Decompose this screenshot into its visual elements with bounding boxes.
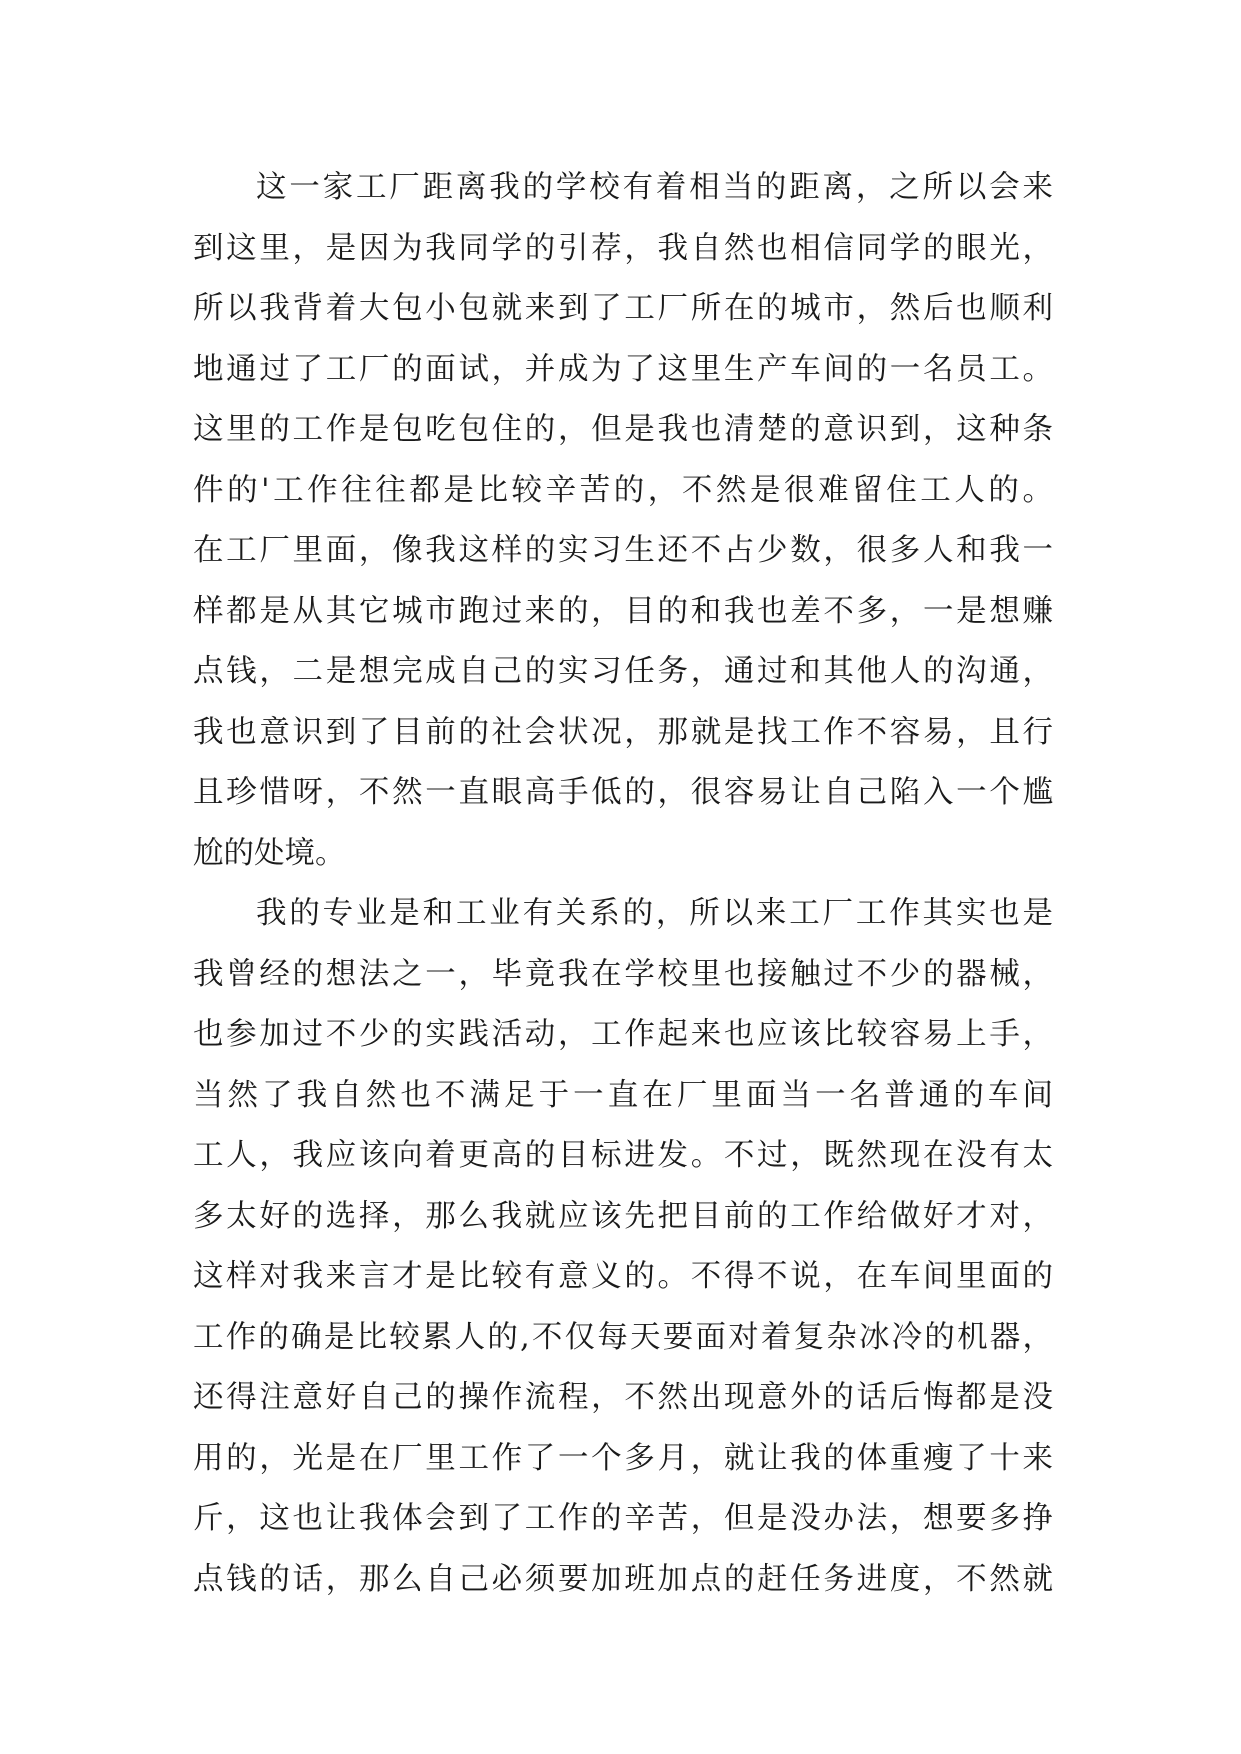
paragraph-2-line-2: 我曾经的想法之一，毕竟我在学校里也接触过不少的器械，: [193, 956, 1053, 992]
paragraph-1-line-9: 点钱，二是想完成自己的实习任务，通过和其他人的沟通，: [193, 654, 1053, 689]
paragraph-2-line-11: 斤，这也让我体会到了工作的辛苦，但是没办法，想要多挣: [193, 1501, 1053, 1536]
paragraph-2-line-6: 多太好的选择，那么我就应该先把目前的工作给做好才对，: [193, 1198, 1053, 1234]
document-body: [193, 158, 1053, 1610]
paragraph-2-line-7: 这样对我来言才是比较有意义的。不得不说，在车间里面的: [193, 1259, 1053, 1294]
paragraph-1-line-11: 且珍惜呀，不然一直眼高手低的，很容易让自己陷入一个尴: [193, 775, 1053, 810]
paragraph-1-line-8: 样都是从其它城市跑过来的，目的和我也差不多，一是想赚: [193, 593, 1053, 629]
paragraph-2-line-1: 我的专业是和工业有关系的，所以来工厂工作其实也是: [256, 896, 1053, 931]
paragraph-1-line-1: 这一家工厂距离我的学校有着相当的距离，之所以会来: [256, 170, 1053, 205]
paragraph-2-line-10: 用的，光是在厂里工作了一个多月，就让我的体重瘦了十来: [193, 1440, 1053, 1476]
paragraph-1-line-6: 件的'工作往往都是比较辛苦的，不然是很难留住工人的。: [193, 472, 1053, 508]
paragraph-1-line-12: 尬的处境。: [193, 835, 346, 871]
paragraph-1-line-2: 到这里，是因为我同学的引荐，我自然也相信同学的眼光，: [193, 230, 1053, 266]
paragraph-2-line-3: 也参加过不少的实践活动，工作起来也应该比较容易上手，: [193, 1017, 1053, 1052]
paragraph-1-line-5: 这里的工作是包吃包住的，但是我也清楚的意识到，这种条: [193, 412, 1053, 447]
paragraph-1-line-7: 在工厂里面，像我这样的实习生还不占少数，很多人和我一: [193, 533, 1053, 568]
paragraph-2-line-8: 工作的确是比较累人的,不仅每天要面对着复杂冰冷的机器，: [193, 1319, 1053, 1355]
paragraph-2-line-5: 工人，我应该向着更高的目标进发。不过，既然现在没有太: [193, 1138, 1053, 1173]
paragraph-2-line-12: 点钱的话，那么自己必须要加班加点的赶任务进度，不然就: [193, 1561, 1053, 1597]
paragraph-1-line-3: 所以我背着大包小包就来到了工厂所在的城市，然后也顺利: [193, 291, 1053, 326]
paragraph-2-line-4: 当然了我自然也不满足于一直在厂里面当一名普通的车间: [193, 1077, 1053, 1113]
paragraph-2-line-9: 还得注意好自己的操作流程，不然出现意外的话后悔都是没: [193, 1380, 1053, 1415]
paragraph-1-line-4: 地通过了工厂的面试，并成为了这里生产车间的一名员工。: [193, 351, 1053, 387]
paragraph-1-line-10: 我也意识到了目前的社会状况，那就是找工作不容易，且行: [193, 714, 1053, 750]
